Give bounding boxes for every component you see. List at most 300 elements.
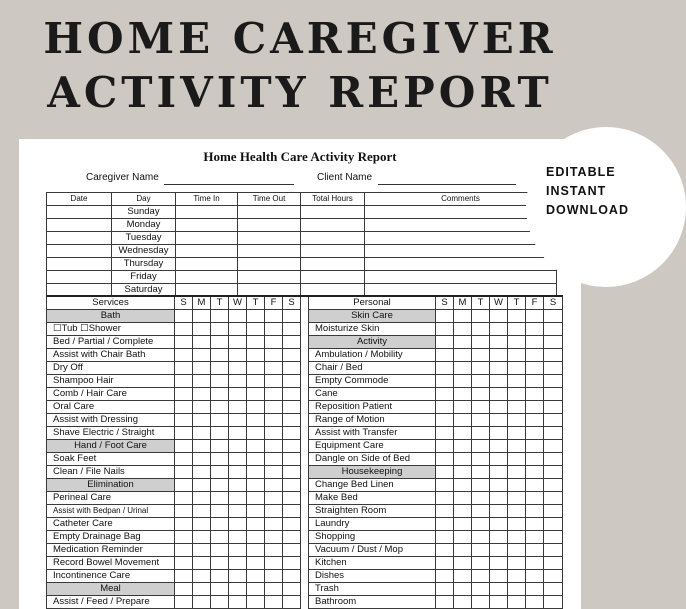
checklist-cell[interactable]: [193, 414, 211, 427]
checklist-cell[interactable]: [490, 518, 508, 531]
checklist-cell[interactable]: [472, 323, 490, 336]
checklist-cell[interactable]: [229, 557, 247, 570]
checklist-cell[interactable]: [436, 427, 454, 440]
checklist-cell[interactable]: [472, 531, 490, 544]
checklist-cell[interactable]: [265, 466, 283, 479]
schedule-entry-cell[interactable]: [47, 232, 112, 245]
checklist-cell[interactable]: [490, 440, 508, 453]
schedule-entry-cell[interactable]: [238, 258, 301, 271]
checklist-cell[interactable]: [193, 336, 211, 349]
checklist-cell[interactable]: [544, 544, 563, 557]
checklist-cell[interactable]: [508, 401, 526, 414]
checklist-cell[interactable]: [490, 570, 508, 583]
checklist-cell[interactable]: [229, 336, 247, 349]
checklist-cell[interactable]: [454, 401, 472, 414]
checklist-cell[interactable]: [247, 401, 265, 414]
checklist-cell[interactable]: [544, 440, 563, 453]
checklist-cell[interactable]: [247, 349, 265, 362]
schedule-entry-cell[interactable]: [301, 232, 365, 245]
schedule-entry-cell[interactable]: [301, 206, 365, 219]
checklist-cell[interactable]: [265, 531, 283, 544]
checklist-cell[interactable]: [229, 492, 247, 505]
checklist-cell[interactable]: [247, 557, 265, 570]
checklist-cell[interactable]: [526, 440, 544, 453]
checklist-cell[interactable]: [454, 362, 472, 375]
checklist-cell[interactable]: [454, 518, 472, 531]
checklist-cell[interactable]: [508, 518, 526, 531]
checklist-cell[interactable]: [544, 596, 563, 609]
schedule-entry-cell[interactable]: [176, 219, 238, 232]
checklist-cell[interactable]: [193, 531, 211, 544]
checklist-cell[interactable]: [472, 375, 490, 388]
checklist-cell[interactable]: [211, 505, 229, 518]
checklist-cell[interactable]: [472, 427, 490, 440]
schedule-entry-cell[interactable]: [47, 245, 112, 258]
checklist-cell[interactable]: [211, 453, 229, 466]
checklist-cell[interactable]: [454, 414, 472, 427]
checklist-cell[interactable]: [508, 531, 526, 544]
checklist-cell[interactable]: [436, 492, 454, 505]
checklist-cell[interactable]: [265, 544, 283, 557]
checklist-cell[interactable]: [454, 479, 472, 492]
checklist-cell[interactable]: [544, 453, 563, 466]
checklist-cell[interactable]: [283, 466, 301, 479]
checklist-cell[interactable]: [472, 518, 490, 531]
checklist-cell[interactable]: [283, 596, 301, 609]
checklist-cell[interactable]: [490, 479, 508, 492]
checklist-cell[interactable]: [436, 323, 454, 336]
checklist-cell[interactable]: [193, 492, 211, 505]
checklist-cell[interactable]: [175, 388, 193, 401]
checklist-cell[interactable]: [283, 362, 301, 375]
checklist-cell[interactable]: [544, 531, 563, 544]
checklist-cell[interactable]: [490, 583, 508, 596]
checklist-cell[interactable]: [472, 388, 490, 401]
checklist-cell[interactable]: [265, 323, 283, 336]
checklist-cell[interactable]: [211, 375, 229, 388]
checklist-cell[interactable]: [490, 505, 508, 518]
checklist-cell[interactable]: [175, 531, 193, 544]
checklist-cell[interactable]: [454, 544, 472, 557]
checklist-cell[interactable]: [490, 531, 508, 544]
checklist-cell[interactable]: [508, 453, 526, 466]
caregiver-name-field[interactable]: [164, 184, 294, 185]
checklist-cell[interactable]: [175, 518, 193, 531]
schedule-entry-cell[interactable]: [365, 258, 557, 271]
schedule-entry-cell[interactable]: [238, 271, 301, 284]
checklist-cell[interactable]: [454, 570, 472, 583]
checklist-cell[interactable]: [436, 518, 454, 531]
checklist-cell[interactable]: [283, 505, 301, 518]
schedule-entry-cell[interactable]: [238, 206, 301, 219]
checklist-cell[interactable]: [229, 349, 247, 362]
checklist-cell[interactable]: [472, 349, 490, 362]
checklist-cell[interactable]: [526, 557, 544, 570]
checklist-cell[interactable]: [526, 505, 544, 518]
checklist-cell[interactable]: [472, 492, 490, 505]
schedule-entry-cell[interactable]: [47, 271, 112, 284]
checklist-cell[interactable]: [229, 388, 247, 401]
checklist-cell[interactable]: [193, 505, 211, 518]
checklist-cell[interactable]: [283, 401, 301, 414]
checklist-cell[interactable]: [229, 596, 247, 609]
checklist-cell[interactable]: [454, 492, 472, 505]
checklist-cell[interactable]: [247, 453, 265, 466]
checklist-cell[interactable]: [265, 570, 283, 583]
schedule-entry-cell[interactable]: [238, 245, 301, 258]
schedule-entry-cell[interactable]: [365, 232, 557, 245]
checklist-cell[interactable]: [265, 388, 283, 401]
checklist-cell[interactable]: [472, 583, 490, 596]
checklist-cell[interactable]: [247, 518, 265, 531]
checklist-cell[interactable]: [454, 388, 472, 401]
checklist-cell[interactable]: [211, 388, 229, 401]
checklist-cell[interactable]: [175, 323, 193, 336]
checklist-cell[interactable]: [526, 453, 544, 466]
checklist-cell[interactable]: [526, 375, 544, 388]
checklist-cell[interactable]: [211, 323, 229, 336]
checklist-cell[interactable]: [283, 414, 301, 427]
checklist-cell[interactable]: [229, 544, 247, 557]
checklist-cell[interactable]: [526, 544, 544, 557]
checklist-cell[interactable]: [490, 375, 508, 388]
checklist-cell[interactable]: [283, 544, 301, 557]
checklist-cell[interactable]: [193, 596, 211, 609]
checklist-cell[interactable]: [175, 362, 193, 375]
checklist-cell[interactable]: [265, 336, 283, 349]
checklist-cell[interactable]: [211, 531, 229, 544]
checklist-cell[interactable]: [193, 544, 211, 557]
checklist-cell[interactable]: [544, 349, 563, 362]
checklist-cell[interactable]: [544, 414, 563, 427]
checklist-cell[interactable]: [436, 479, 454, 492]
checklist-cell[interactable]: [472, 453, 490, 466]
checklist-cell[interactable]: [193, 388, 211, 401]
checklist-cell[interactable]: [508, 388, 526, 401]
checklist-cell[interactable]: [526, 583, 544, 596]
checklist-cell[interactable]: [508, 570, 526, 583]
checklist-cell[interactable]: [526, 323, 544, 336]
checklist-cell[interactable]: [490, 414, 508, 427]
checklist-cell[interactable]: [211, 414, 229, 427]
checklist-cell[interactable]: [283, 336, 301, 349]
checklist-cell[interactable]: [283, 427, 301, 440]
checklist-cell[interactable]: [283, 557, 301, 570]
checklist-cell[interactable]: [265, 453, 283, 466]
schedule-entry-cell[interactable]: [301, 258, 365, 271]
checklist-cell[interactable]: [229, 531, 247, 544]
checklist-cell[interactable]: [265, 375, 283, 388]
checklist-cell[interactable]: [265, 401, 283, 414]
checklist-cell[interactable]: [454, 583, 472, 596]
checklist-cell[interactable]: [544, 505, 563, 518]
schedule-entry-cell[interactable]: [176, 271, 238, 284]
checklist-cell[interactable]: [436, 596, 454, 609]
checklist-cell[interactable]: [211, 401, 229, 414]
checklist-cell[interactable]: [526, 388, 544, 401]
checklist-cell[interactable]: [283, 492, 301, 505]
checklist-cell[interactable]: [490, 544, 508, 557]
schedule-entry-cell[interactable]: [238, 232, 301, 245]
checklist-cell[interactable]: [175, 453, 193, 466]
checklist-cell[interactable]: [508, 440, 526, 453]
checklist-cell[interactable]: [175, 505, 193, 518]
checklist-cell[interactable]: [175, 401, 193, 414]
checklist-cell[interactable]: [526, 414, 544, 427]
checklist-cell[interactable]: [508, 583, 526, 596]
checklist-cell[interactable]: [508, 427, 526, 440]
checklist-cell[interactable]: [490, 349, 508, 362]
checklist-cell[interactable]: [283, 570, 301, 583]
checklist-cell[interactable]: [544, 388, 563, 401]
checklist-cell[interactable]: [508, 349, 526, 362]
checklist-cell[interactable]: [508, 544, 526, 557]
checklist-cell[interactable]: [508, 557, 526, 570]
checklist-cell[interactable]: [436, 453, 454, 466]
checklist-cell[interactable]: [229, 375, 247, 388]
checklist-cell[interactable]: [175, 492, 193, 505]
checklist-cell[interactable]: [544, 479, 563, 492]
checklist-cell[interactable]: [490, 596, 508, 609]
checklist-cell[interactable]: [526, 518, 544, 531]
checklist-cell[interactable]: [472, 401, 490, 414]
checklist-cell[interactable]: [472, 414, 490, 427]
schedule-entry-cell[interactable]: [365, 245, 557, 258]
checklist-cell[interactable]: [283, 323, 301, 336]
checklist-cell[interactable]: [454, 505, 472, 518]
checklist-cell[interactable]: [436, 544, 454, 557]
checklist-cell[interactable]: [229, 453, 247, 466]
checklist-cell[interactable]: [508, 362, 526, 375]
checklist-cell[interactable]: [175, 596, 193, 609]
checklist-cell[interactable]: [265, 596, 283, 609]
checklist-cell[interactable]: [193, 362, 211, 375]
checklist-cell[interactable]: [229, 427, 247, 440]
checklist-cell[interactable]: [247, 375, 265, 388]
checklist-cell[interactable]: [247, 531, 265, 544]
checklist-cell[interactable]: [472, 544, 490, 557]
checklist-cell[interactable]: [454, 596, 472, 609]
checklist-cell[interactable]: [454, 453, 472, 466]
checklist-cell[interactable]: [436, 570, 454, 583]
checklist-cell[interactable]: [229, 570, 247, 583]
checklist-cell[interactable]: [526, 401, 544, 414]
checklist-cell[interactable]: [211, 570, 229, 583]
checklist-cell[interactable]: [472, 596, 490, 609]
checklist-cell[interactable]: [211, 427, 229, 440]
checklist-cell[interactable]: [472, 505, 490, 518]
checklist-cell[interactable]: [544, 323, 563, 336]
checklist-cell[interactable]: [490, 388, 508, 401]
checklist-cell[interactable]: [490, 401, 508, 414]
checklist-cell[interactable]: [436, 414, 454, 427]
checklist-cell[interactable]: [175, 557, 193, 570]
checklist-cell[interactable]: [175, 427, 193, 440]
checklist-cell[interactable]: [247, 427, 265, 440]
checklist-cell[interactable]: [193, 466, 211, 479]
checklist-cell[interactable]: [508, 505, 526, 518]
checklist-cell[interactable]: [472, 570, 490, 583]
checklist-cell[interactable]: [211, 596, 229, 609]
checklist-cell[interactable]: [490, 323, 508, 336]
checklist-cell[interactable]: [544, 557, 563, 570]
checklist-cell[interactable]: [544, 362, 563, 375]
checklist-cell[interactable]: [454, 531, 472, 544]
checklist-cell[interactable]: [526, 479, 544, 492]
checklist-cell[interactable]: [490, 453, 508, 466]
checklist-cell[interactable]: [265, 505, 283, 518]
checklist-cell[interactable]: [436, 401, 454, 414]
checklist-cell[interactable]: [472, 362, 490, 375]
checklist-cell[interactable]: [229, 323, 247, 336]
checklist-cell[interactable]: [247, 336, 265, 349]
checklist-cell[interactable]: [193, 557, 211, 570]
checklist-cell[interactable]: [265, 414, 283, 427]
checklist-cell[interactable]: [436, 583, 454, 596]
checklist-cell[interactable]: [436, 388, 454, 401]
checklist-cell[interactable]: [229, 505, 247, 518]
schedule-entry-cell[interactable]: [301, 219, 365, 232]
checklist-cell[interactable]: [247, 544, 265, 557]
checklist-cell[interactable]: [436, 557, 454, 570]
checklist-cell[interactable]: [193, 401, 211, 414]
checklist-cell[interactable]: [436, 440, 454, 453]
checklist-cell[interactable]: [526, 492, 544, 505]
checklist-cell[interactable]: [436, 349, 454, 362]
checklist-cell[interactable]: [544, 401, 563, 414]
checklist-cell[interactable]: [229, 466, 247, 479]
checklist-cell[interactable]: [247, 596, 265, 609]
schedule-entry-cell[interactable]: [47, 258, 112, 271]
checklist-cell[interactable]: [526, 596, 544, 609]
checklist-cell[interactable]: [544, 518, 563, 531]
checklist-cell[interactable]: [211, 349, 229, 362]
checklist-cell[interactable]: [283, 375, 301, 388]
checklist-cell[interactable]: [490, 427, 508, 440]
checklist-cell[interactable]: [175, 349, 193, 362]
checklist-cell[interactable]: [229, 414, 247, 427]
checklist-cell[interactable]: [193, 453, 211, 466]
checklist-cell[interactable]: [175, 414, 193, 427]
checklist-cell[interactable]: [211, 544, 229, 557]
checklist-cell[interactable]: [175, 570, 193, 583]
checklist-cell[interactable]: [454, 323, 472, 336]
checklist-cell[interactable]: [436, 505, 454, 518]
checklist-cell[interactable]: [544, 375, 563, 388]
checklist-cell[interactable]: [508, 596, 526, 609]
checklist-cell[interactable]: [175, 466, 193, 479]
checklist-cell[interactable]: [472, 440, 490, 453]
checklist-cell[interactable]: [193, 349, 211, 362]
checklist-cell[interactable]: [265, 362, 283, 375]
checklist-cell[interactable]: [508, 414, 526, 427]
checklist-cell[interactable]: [283, 531, 301, 544]
checklist-cell[interactable]: [454, 440, 472, 453]
checklist-cell[interactable]: [193, 570, 211, 583]
checklist-cell[interactable]: [265, 427, 283, 440]
checklist-cell[interactable]: [265, 557, 283, 570]
checklist-cell[interactable]: [229, 518, 247, 531]
checklist-cell[interactable]: [247, 466, 265, 479]
schedule-entry-cell[interactable]: [176, 206, 238, 219]
checklist-cell[interactable]: [490, 492, 508, 505]
checklist-cell[interactable]: [211, 362, 229, 375]
checklist-cell[interactable]: [544, 583, 563, 596]
schedule-entry-cell[interactable]: [238, 219, 301, 232]
checklist-cell[interactable]: [247, 388, 265, 401]
checklist-cell[interactable]: [175, 544, 193, 557]
checklist-cell[interactable]: [175, 336, 193, 349]
checklist-cell[interactable]: [283, 453, 301, 466]
checklist-cell[interactable]: [472, 557, 490, 570]
checklist-cell[interactable]: [247, 414, 265, 427]
schedule-entry-cell[interactable]: [176, 232, 238, 245]
checklist-cell[interactable]: [265, 518, 283, 531]
checklist-cell[interactable]: [211, 557, 229, 570]
checklist-cell[interactable]: [490, 557, 508, 570]
checklist-cell[interactable]: [454, 557, 472, 570]
checklist-cell[interactable]: [229, 401, 247, 414]
checklist-cell[interactable]: [436, 531, 454, 544]
client-name-field[interactable]: [378, 184, 516, 185]
checklist-cell[interactable]: [454, 349, 472, 362]
checklist-cell[interactable]: [454, 375, 472, 388]
checklist-cell[interactable]: [508, 375, 526, 388]
schedule-entry-cell[interactable]: [301, 245, 365, 258]
checklist-cell[interactable]: [508, 323, 526, 336]
checklist-cell[interactable]: [508, 479, 526, 492]
checklist-cell[interactable]: [490, 362, 508, 375]
checklist-cell[interactable]: [247, 492, 265, 505]
checklist-cell[interactable]: [454, 427, 472, 440]
checklist-cell[interactable]: [544, 492, 563, 505]
checklist-cell[interactable]: [193, 375, 211, 388]
checklist-cell[interactable]: [193, 323, 211, 336]
checklist-cell[interactable]: [265, 492, 283, 505]
schedule-entry-cell[interactable]: [365, 271, 557, 284]
checklist-cell[interactable]: [283, 518, 301, 531]
checklist-cell[interactable]: [283, 349, 301, 362]
checklist-cell[interactable]: [526, 570, 544, 583]
checklist-cell[interactable]: [472, 479, 490, 492]
checklist-cell[interactable]: [265, 349, 283, 362]
checklist-cell[interactable]: [211, 518, 229, 531]
checklist-cell[interactable]: [211, 336, 229, 349]
schedule-entry-cell[interactable]: [47, 206, 112, 219]
checklist-cell[interactable]: [544, 570, 563, 583]
checklist-cell[interactable]: [526, 349, 544, 362]
checklist-cell[interactable]: [526, 427, 544, 440]
checklist-cell[interactable]: [211, 492, 229, 505]
checklist-cell[interactable]: [247, 570, 265, 583]
checklist-cell[interactable]: [526, 362, 544, 375]
checklist-cell[interactable]: [247, 323, 265, 336]
checklist-cell[interactable]: [211, 466, 229, 479]
checklist-cell[interactable]: [526, 531, 544, 544]
checklist-cell[interactable]: [508, 492, 526, 505]
checklist-cell[interactable]: [544, 427, 563, 440]
checklist-cell[interactable]: [193, 518, 211, 531]
checklist-cell[interactable]: [436, 362, 454, 375]
schedule-entry-cell[interactable]: [47, 219, 112, 232]
checklist-cell[interactable]: [247, 362, 265, 375]
checklist-cell[interactable]: [247, 505, 265, 518]
schedule-entry-cell[interactable]: [301, 271, 365, 284]
checklist-cell[interactable]: [283, 388, 301, 401]
checklist-cell[interactable]: [193, 427, 211, 440]
checklist-cell[interactable]: [229, 362, 247, 375]
schedule-entry-cell[interactable]: [176, 258, 238, 271]
